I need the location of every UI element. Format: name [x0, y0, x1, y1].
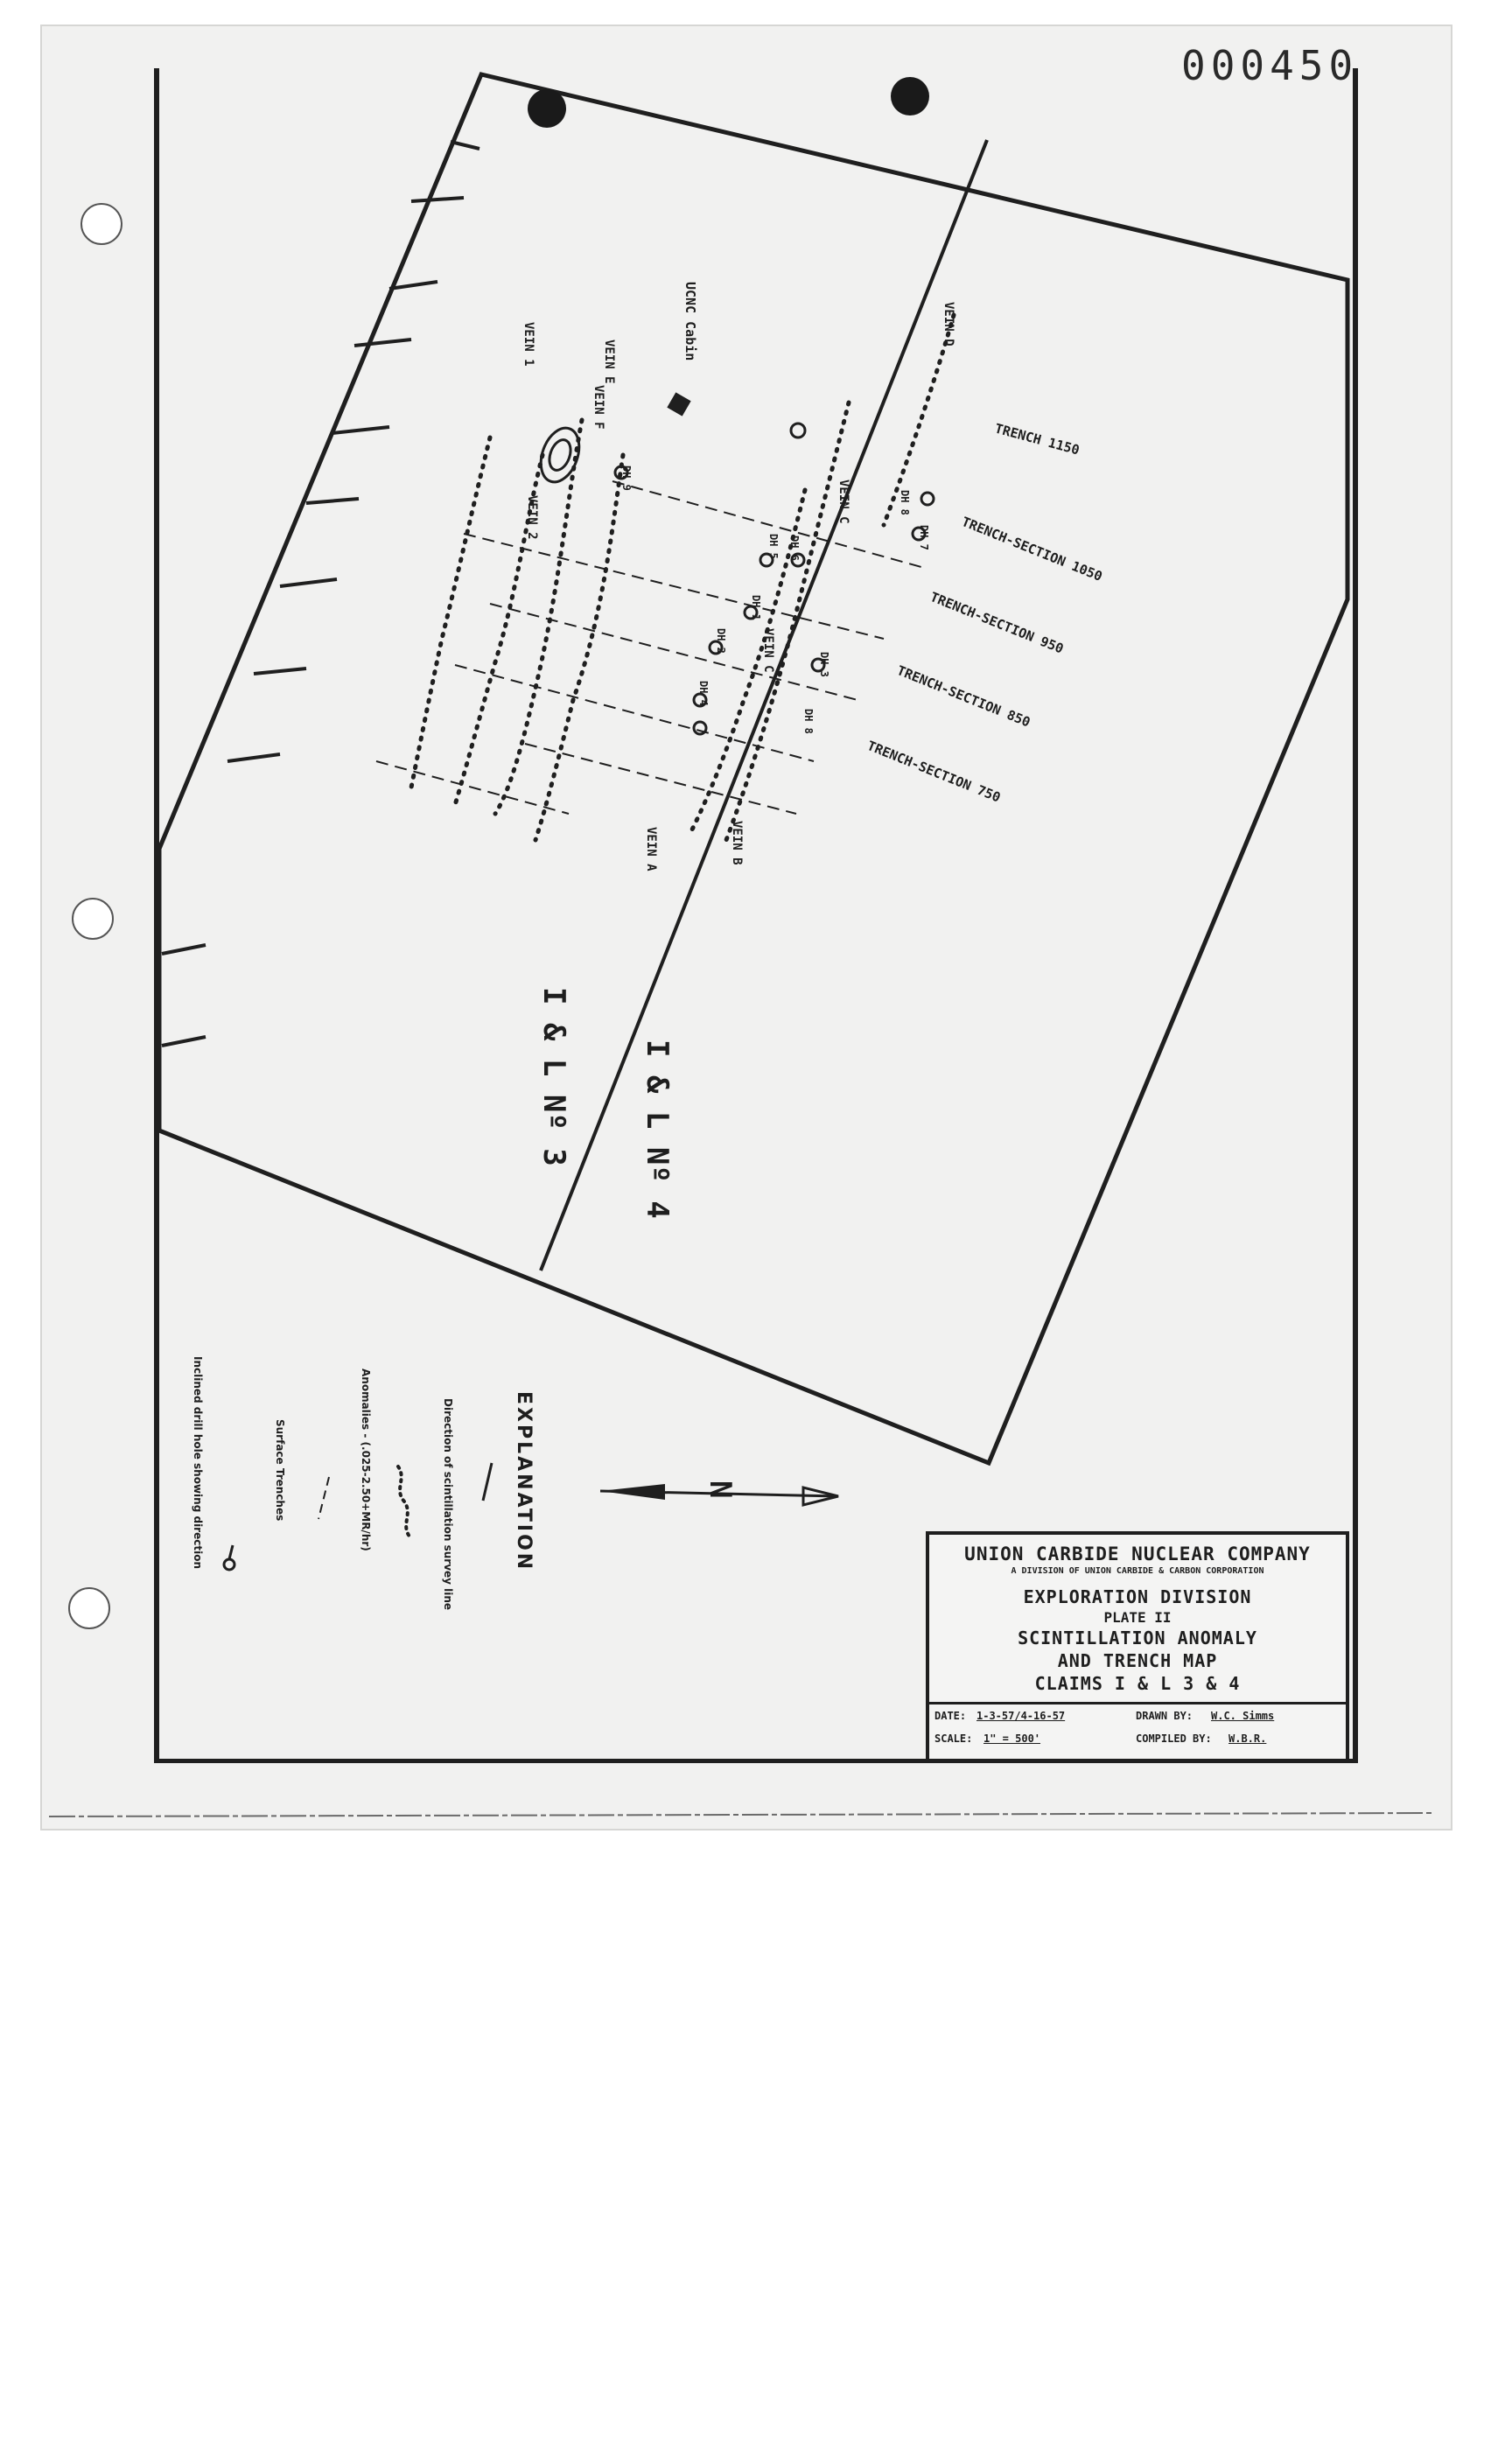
legend-item-trenches: Surface Trenches	[274, 1419, 286, 1522]
label-dh-5: DH 5	[767, 534, 780, 559]
punch-dot-2	[891, 77, 929, 116]
scale-value: 1" = 500'	[984, 1732, 1041, 1745]
label-dh-7: DH 7	[918, 525, 930, 550]
label-vein-1: VEIN 1	[522, 322, 536, 367]
label-vein-c: VEIN C	[836, 480, 850, 524]
compiled-value: W.B.R.	[1228, 1732, 1267, 1745]
document-number: 000450	[1181, 42, 1359, 89]
north-arrow	[600, 1480, 838, 1505]
scale-label: SCALE:	[934, 1732, 973, 1745]
drawn-label: DRAWN BY:	[1136, 1710, 1194, 1722]
anomaly-contours	[534, 423, 805, 487]
label-trench-1150: TRENCH 1150	[992, 420, 1082, 458]
title-subsidiary: A DIVISION OF UNION CARBIDE & CARBON CORPORATION	[1011, 1566, 1264, 1576]
label-vein-d: VEIN D	[942, 302, 956, 346]
label-vein-a: VEIN A	[644, 827, 658, 872]
label-claim-3: I & L Nº 3	[536, 987, 571, 1166]
title-line-1: SCINTILLATION ANOMALY	[1018, 1628, 1257, 1648]
label-vein-2: VEIN 2	[525, 495, 539, 540]
label-cabin: UCNC Cabin	[682, 282, 698, 361]
label-dh-1: DH 1	[750, 595, 762, 620]
label-vein-c-lower: VEIN C	[761, 628, 775, 673]
legend-item-survey: Direction of scintillation survey line	[442, 1398, 454, 1611]
legend-title: EXPLANATION	[513, 1391, 535, 1572]
legend	[192, 1356, 535, 1610]
sheet-bottom-rule	[49, 1813, 1435, 1816]
label-dh-2: DH 2	[715, 628, 727, 654]
label-claim-4: I & L Nº 4	[640, 1040, 675, 1219]
label-trench-1050: TRENCH-SECTION 1050	[959, 514, 1105, 584]
label-vein-e: VEIN E	[602, 340, 616, 384]
title-line-3: CLAIMS I & L 3 & 4	[1034, 1673, 1241, 1694]
label-dh-9: DH 9	[620, 466, 633, 491]
label-vein-b: VEIN B	[730, 821, 744, 865]
title-plate: PLATE II	[1103, 1609, 1172, 1626]
title-division: EXPLORATION DIVISION	[1023, 1586, 1252, 1607]
label-dh-8: DH 8	[899, 490, 911, 515]
label-vein-f: VEIN F	[592, 385, 606, 430]
trench-lines	[376, 481, 928, 814]
compiled-label: COMPILED BY:	[1136, 1732, 1212, 1745]
north-label: N	[703, 1480, 738, 1499]
legend-item-anomalies: Anomalies - (.025-2.50+MR/hr)	[360, 1368, 372, 1551]
drawn-value: W.C. Simms	[1211, 1710, 1275, 1722]
punch-dot-1	[528, 89, 566, 128]
label-dh-4: DH 4	[697, 681, 710, 706]
claim-boundary	[159, 74, 1348, 1463]
date-label: DATE:	[934, 1710, 967, 1722]
date-value: 1-3-57/4-16-57	[976, 1710, 1066, 1722]
label-dh-3: DH 3	[818, 652, 830, 677]
title-block	[926, 1531, 1349, 1762]
title-meta	[929, 1702, 1346, 1759]
title-line-2: AND TRENCH MAP	[1057, 1650, 1218, 1671]
label-dh-8-lower: DH 8	[802, 709, 815, 734]
legend-survey-line-symbol	[483, 1463, 492, 1501]
legend-trench-symbol	[318, 1477, 329, 1519]
label-trench-850: TRENCH-SECTION 850	[894, 662, 1032, 731]
label-trench-950: TRENCH-SECTION 950	[928, 589, 1066, 657]
cabin-marker	[667, 392, 690, 416]
label-dh-6: DH 6	[788, 536, 801, 561]
vein-lines	[411, 315, 954, 840]
legend-item-drill-hole: Inclined drill hole showing direction	[192, 1356, 204, 1569]
legend-anomaly-symbol	[398, 1466, 410, 1536]
title-company: UNION CARBIDE NUCLEAR COMPANY	[964, 1544, 1311, 1564]
label-trench-750: TRENCH-SECTION 750	[864, 738, 1003, 806]
survey-direction-ticks	[162, 142, 480, 1046]
legend-drill-hole-symbol	[224, 1545, 234, 1570]
